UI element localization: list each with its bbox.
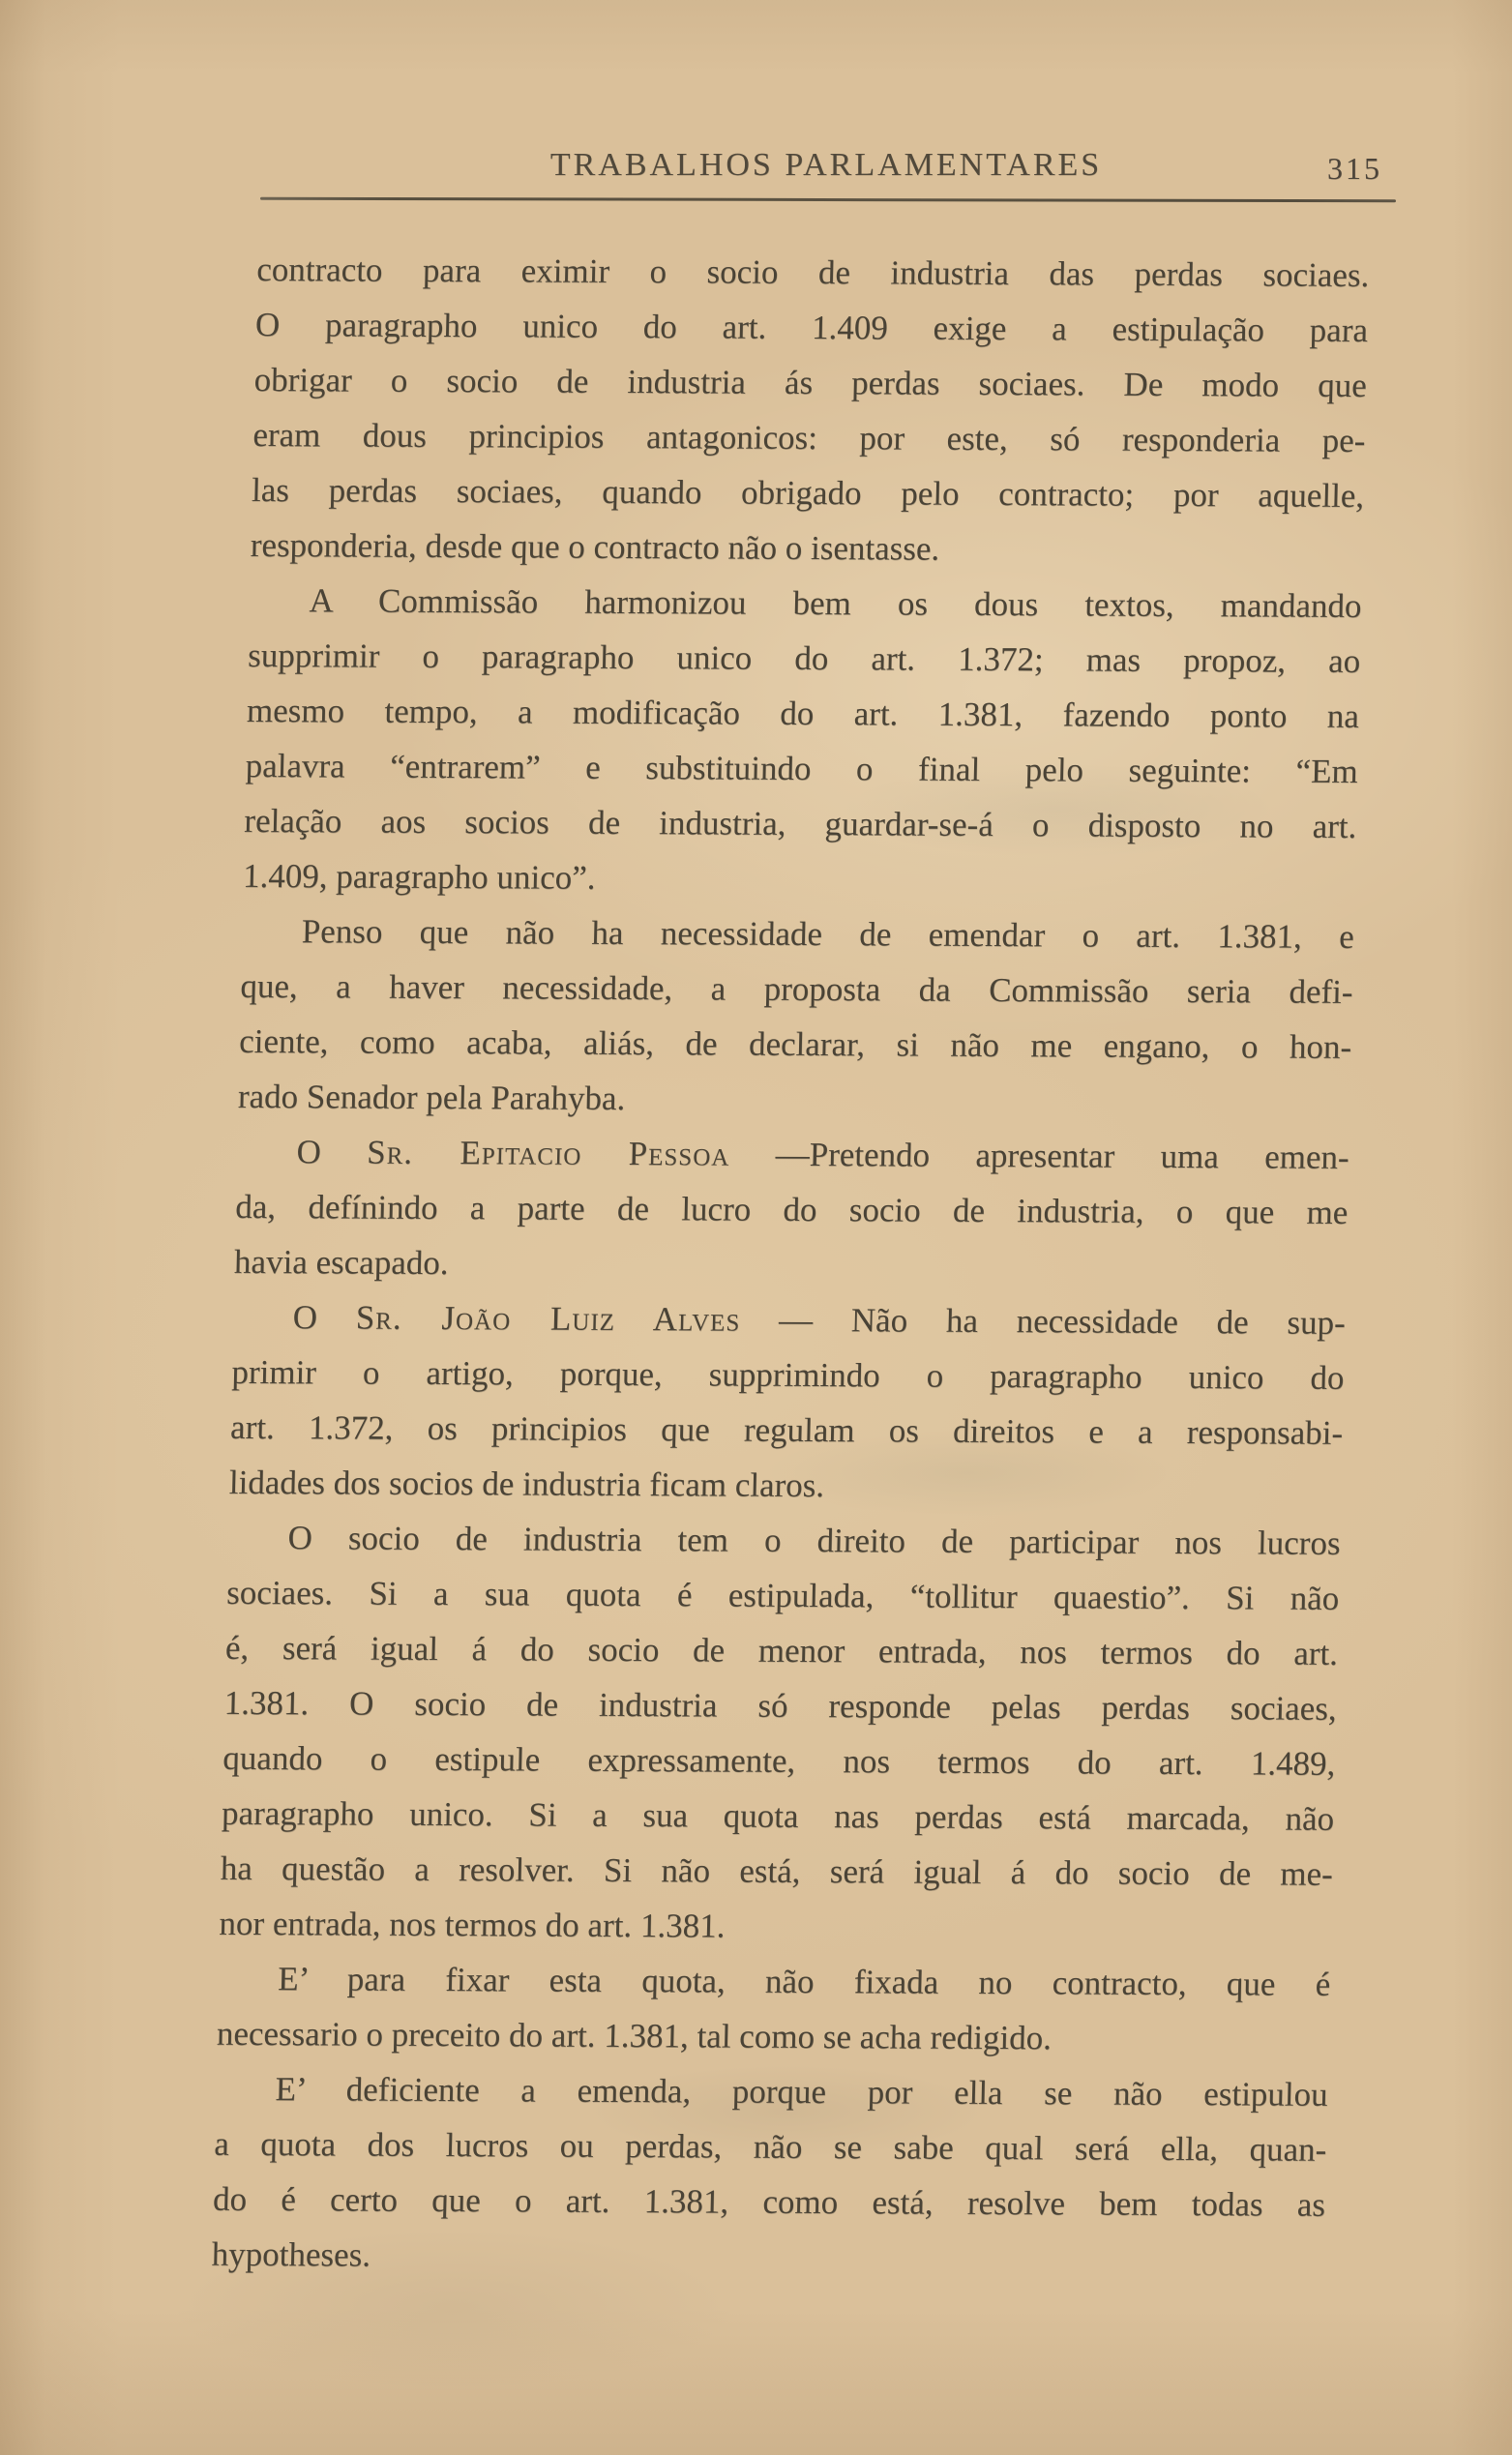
text-segment: a quota dos lucros ou perdas, não se sabe qual será ella, quan- [213,2124,1327,2169]
text-segment: A Commissão harmonizou bem os dous textos, mandando [309,581,1363,625]
text-line [244,793,1357,854]
text-segment: paragrapho unico. Si a sua quota nas perdas está marcada, não [221,1793,1335,1838]
text-segment: 1.409, paragrapho unico”. [242,856,597,897]
text-segment: quando o estipule expressamente, nos termos do art. 1.489, [222,1738,1336,1783]
text-line [230,1400,1344,1461]
text-line [249,573,1362,634]
text-segment: da, defínindo a parte de lucro do socio de industria, o que me [234,1187,1349,1231]
text-line [219,1896,1332,1957]
text-segment: O [292,1298,357,1337]
text-segment: lidades dos socios de industria ficam claros. [228,1463,825,1505]
text-block [211,242,1370,2288]
text-segment: — Não ha necessidade de sup- [739,1300,1347,1342]
paragraph [237,903,1354,1130]
text-line [252,407,1366,468]
text-line [228,1455,1342,1516]
text-line [246,683,1359,744]
text-segment: Penso que não ha necessidade de emendar o art. 1.381, e [301,912,1355,956]
text-segment: do é certo que o art. 1.381, como está, resolve bem todas as [212,2179,1326,2224]
paragraph [242,573,1362,909]
text-line [252,462,1365,523]
text-segment: que, a haver necessidade, a proposta da Commissão seria defi- [240,966,1353,1011]
text-line [239,1014,1352,1075]
text-segment: 1.381. O socio de industria só responde pelas perdas sociaes, [223,1683,1338,1728]
page-number: 315 [1327,151,1382,186]
text-line [218,1951,1331,2012]
text-line [236,1124,1349,1185]
text-line [248,628,1361,689]
text-segment: é, será igual á do socio de menor entrada, nos termos do art. [224,1628,1339,1672]
text-segment: contracto para eximir o socio de industria das perdas sociaes. [255,250,1370,295]
paragraph [216,1951,1331,2067]
text-line [241,903,1354,964]
text-segment: eram dous principios antagonicos: por este, só responderia pe- [252,415,1366,459]
speaker-name: Sr. João Luiz Alves [355,1298,741,1339]
text-segment: nor entrada, nos termos do art. 1.381. [219,1904,726,1945]
text-line [220,1841,1333,1902]
text-line [226,1565,1340,1626]
text-segment: responderia, desde que o contracto não o isentasse. [250,525,940,568]
paragraph [233,1124,1349,1295]
text-segment: E’ deficiente a emenda, porque por ella se não estipulou [275,2070,1329,2114]
text-segment: mesmo tempo, a modificação do art. 1.381, fazendo ponto na [246,691,1360,735]
text-segment: relação aos socios de industria, guardar-se-á o disposto no art. [243,801,1357,845]
text-segment: ha questão a resolver. Si não está, será igual á do socio de me- [220,1849,1334,1893]
text-line [233,1234,1347,1295]
text-segment: —Pretendo apresentar uma emen- [729,1135,1350,1176]
text-line [256,242,1370,303]
speaker-name: Sr. Epitacio Pessoa [366,1133,730,1173]
text-line [212,2172,1325,2233]
text-line [242,848,1355,909]
text-line [254,297,1368,358]
text-line [253,352,1367,413]
text-segment: art. 1.372, os principios que regulam os direitos e a responsabi- [229,1407,1344,1452]
text-line [223,1675,1337,1736]
text-line [237,1069,1350,1130]
text-segment: E’ para fixar esta quota, não fixada no contracto, que é [277,1960,1331,2003]
text-segment: O paragrapho unico do art. 1.409 exige a estipulação para [254,305,1369,350]
text-line [222,1730,1336,1791]
text-segment: las perdas sociaes, quando obrigado pelo contracto; por aquelle, [251,470,1365,515]
text-line [224,1620,1338,1681]
text-segment: supprimir o paragrapho unico do art. 1.372; mas propoz, ao [247,636,1361,680]
text-line [245,738,1358,799]
paragraph [228,1289,1346,1516]
text-segment: necessario o preceito do art. 1.381, tal como se acha redigido. [216,2014,1052,2057]
text-segment: primir o artigo, porque, supprimindo o paragrapho unico do [231,1352,1345,1397]
text-segment: havia escapado. [233,1242,450,1283]
text-line [235,1179,1349,1240]
paragraph [250,242,1370,578]
text-line [216,2006,1329,2067]
text-line [232,1289,1346,1350]
paragraph [211,2061,1328,2288]
running-header-title: TRABALHOS PARLAMENTARES [549,147,1103,183]
text-segment: ciente, como acaba, aliás, de declarar, si não me engano, o hon- [238,1021,1352,1066]
text-line [214,2116,1327,2177]
text-line [227,1510,1341,1571]
text-segment: rado Senador pela Parahyba. [237,1077,626,1118]
text-line [215,2061,1328,2122]
text-line [250,518,1363,578]
text-segment: O socio de industria tem o direito de participar nos lucros [287,1519,1342,1562]
text-segment: O [296,1133,368,1171]
text-line [211,2227,1324,2288]
text-segment: sociaes. Si a sua quota é estipulada, “tollitur quaestio”. Si não [225,1573,1340,1617]
paragraph [219,1510,1341,1957]
text-segment: obrigar o socio de industria ás perdas sociaes. De modo que [253,360,1368,405]
header-divider-rule [260,197,1396,202]
text-line [240,959,1353,1020]
text-line [231,1345,1345,1405]
text-line [221,1786,1334,1847]
text-segment: hypotheses. [211,2234,371,2274]
text-segment: palavra “entrarem” e substituindo o final pelo seguinte: “Em [245,746,1359,790]
